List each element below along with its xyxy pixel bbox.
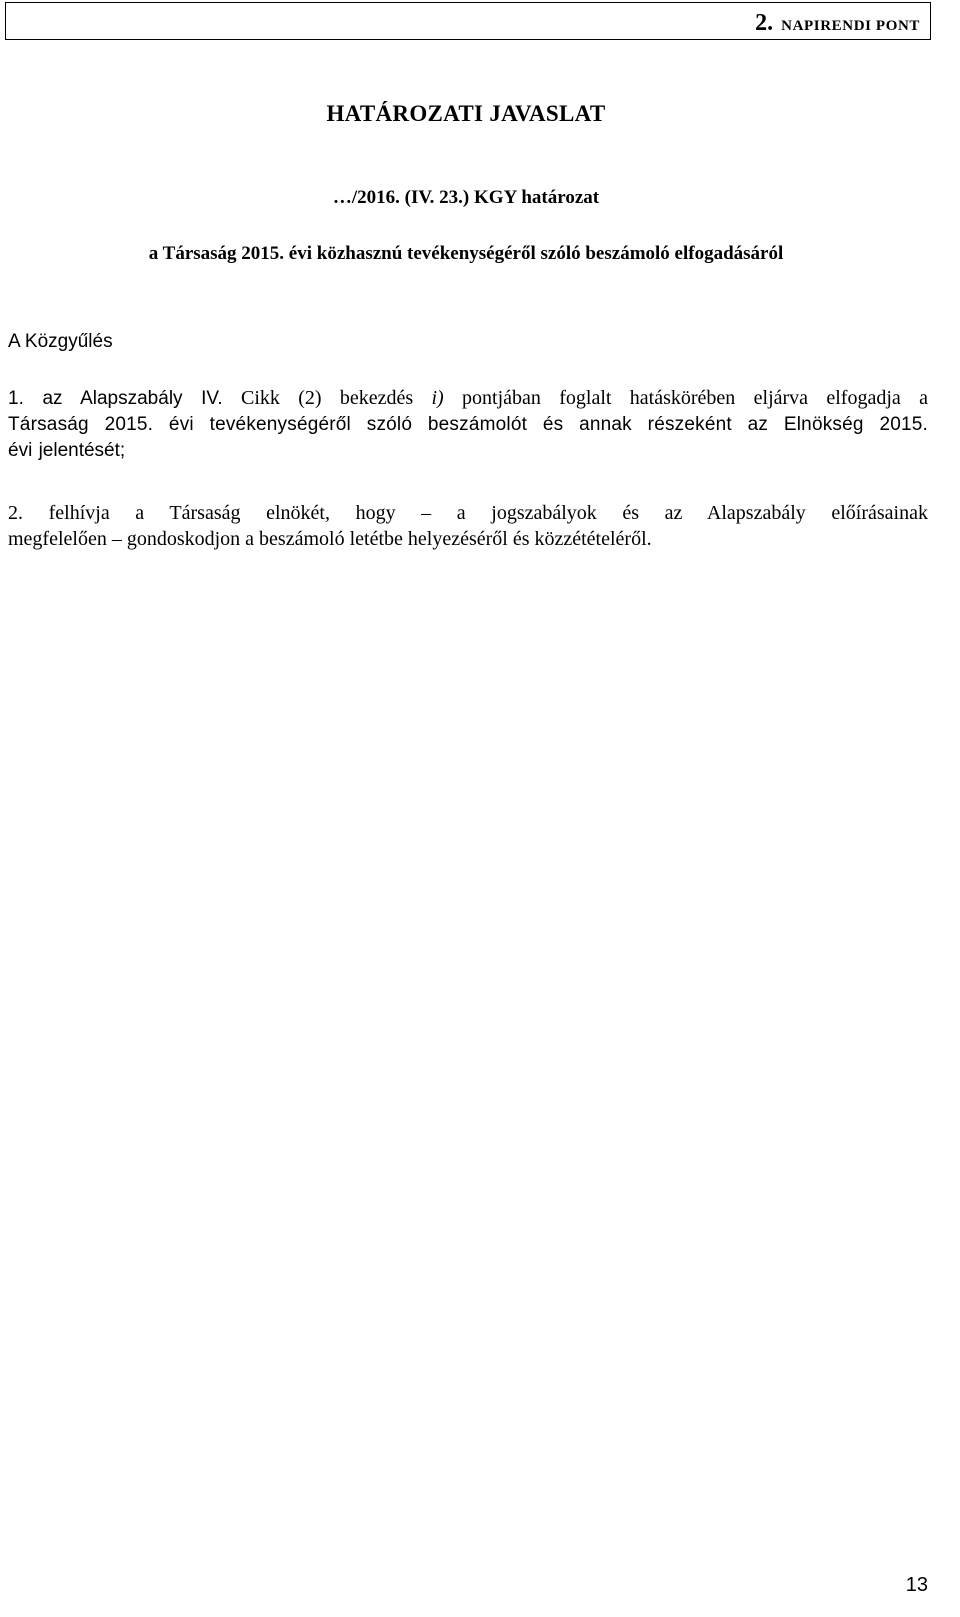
resolution-subject: a Társaság 2015. évi közhasznú tevékenységéről szóló beszámoló elfogadásáról	[148, 243, 784, 264]
body-intro: A Közgyűlés	[8, 331, 113, 352]
agenda-text: NAPIRENDI PONT	[781, 18, 920, 34]
agenda-label	[755, 10, 920, 37]
point1-line2: Társaság 2015. évi tevékenységéről szóló beszámolót és annak részeként az Elnökség 2015.	[8, 414, 928, 435]
resolution-number: …/2016. (IV. 23.) KGY határozat	[332, 187, 600, 208]
point1-line1-start: 1. az Alapszabály IV.	[8, 388, 223, 409]
point1-line1-cikk: Cikk (2) bekezdés	[222, 387, 432, 409]
document-heading: HATÁROZATI JAVASLAT	[326, 101, 606, 126]
resolution-point-1	[8, 385, 928, 464]
page-number: 13	[905, 1574, 928, 1596]
point1-line1-italic: i)	[431, 387, 444, 409]
point2-line2: megfelelően – gondoskodjon a beszámoló letétbe helyezéséről és közzétételéről.	[8, 528, 652, 550]
point2-line1: 2. felhívja a Társaság elnökét, hogy – a jogszabályok és az Alapszabály előírásainak	[8, 502, 928, 524]
point1-line3: évi jelentését;	[8, 440, 126, 461]
agenda-number: 2.	[755, 10, 774, 36]
point1-line1	[8, 385, 928, 412]
agenda-header-box	[5, 2, 931, 40]
resolution-point-2	[8, 500, 928, 552]
point1-line1-end: pontjában foglalt hatáskörében eljárva elfogadja a	[443, 387, 928, 409]
